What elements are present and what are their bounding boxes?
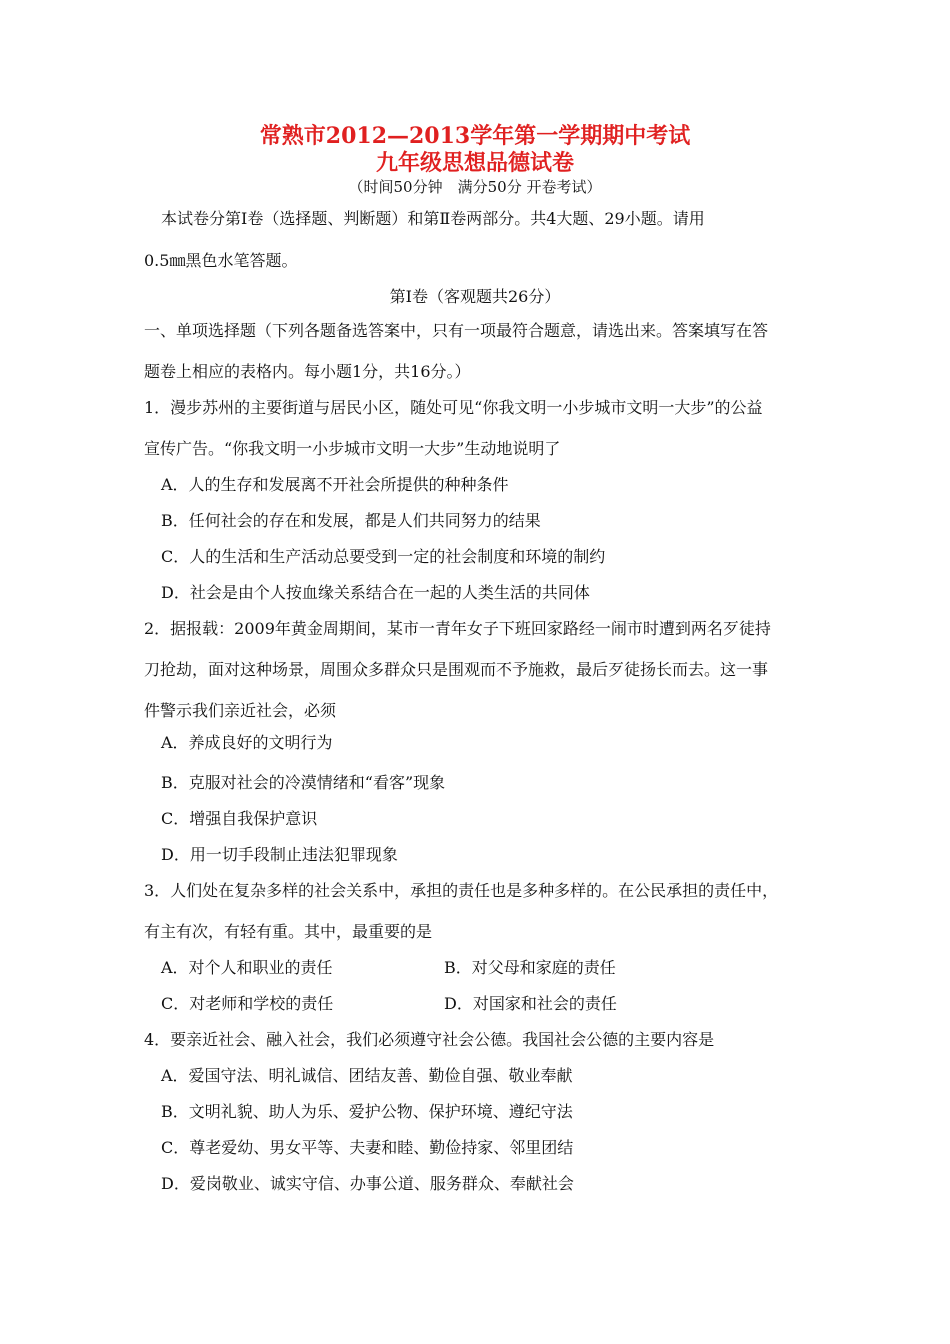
option-b: B．文明礼貌、助人为乐、爱护公物、保护环境、遵纪守法 — [161, 1102, 573, 1121]
question-stem: 有主有次，有轻有重。其中，最重要的是 — [144, 922, 433, 941]
intro-text: 0.5㎜黑色水笔答题。 — [144, 251, 298, 270]
option-c: C．增强自我保护意识 — [161, 809, 318, 828]
question-stem: 1．漫步苏州的主要街道与居民小区，随处可见“你我文明一小步城市文明一大步”的公益 — [144, 398, 763, 417]
intro-text: 本试卷分第Ⅰ卷（选择题、判断题）和第Ⅱ卷两部分。共4大题、29小题。请用 — [161, 209, 705, 228]
option-d: D．爱岗敬业、诚实守信、办事公道、服务群众、奉献社会 — [161, 1174, 574, 1193]
exam-subject-title: 九年级思想品德试卷 — [375, 150, 574, 176]
exam-info: （时间50分钟 满分50分 开卷考试） — [348, 178, 602, 196]
option-d: D．对国家和社会的责任 — [444, 994, 617, 1013]
section-instruction: 一、单项选择题（下列各题备选答案中，只有一项最符合题意，请选出来。答案填写在答 — [144, 321, 769, 340]
option-b: B．任何社会的存在和发展，都是人们共同努力的结果 — [161, 511, 541, 530]
question-stem: 3．人们处在复杂多样的社会关系中，承担的责任也是多种多样的。在公民承担的责任中， — [144, 881, 779, 900]
option-b: B．克服对社会的冷漠情绪和“看客”现象 — [161, 773, 446, 792]
question-stem: 宣传广告。“你我文明一小步城市文明一大步”生动地说明了 — [144, 439, 561, 458]
option-a: A．对个人和职业的责任 — [161, 958, 333, 977]
option-d: D．社会是由个人按血缘关系结合在一起的人类生活的共同体 — [161, 583, 590, 602]
question-stem: 件警示我们亲近社会，必须 — [144, 701, 337, 720]
section-instruction: 题卷上相应的表格内。每小题1分，共16分。） — [144, 362, 471, 381]
option-c: C．尊老爱幼、男女平等、夫妻和睦、勤俭持家、邻里团结 — [161, 1138, 574, 1157]
option-c: C．人的生活和生产活动总要受到一定的社会制度和环境的制约 — [161, 547, 606, 566]
option-a: A．爱国守法、明礼诚信、团结友善、勤俭自强、敬业奉献 — [161, 1066, 573, 1085]
option-d: D．用一切手段制止违法犯罪现象 — [161, 845, 398, 864]
exam-title: 常熟市2012—2013学年第一学期期中考试 — [259, 123, 691, 149]
question-stem: 2．据报载：2009年黄金周期间，某市一青年女子下班回家路经一闹市时遭到两名歹徒持 — [144, 619, 771, 638]
option-c: C．对老师和学校的责任 — [161, 994, 334, 1013]
question-stem: 4．要亲近社会、融入社会，我们必须遵守社会公德。我国社会公德的主要内容是 — [144, 1030, 715, 1049]
option-a: A．人的生存和发展离不开社会所提供的种种条件 — [161, 475, 509, 494]
option-a: A．养成良好的文明行为 — [161, 733, 333, 752]
option-b: B．对父母和家庭的责任 — [444, 958, 616, 977]
question-stem: 刀抢劫，面对这种场景，周围众多群众只是围观而不予施救，最后歹徒扬长而去。这一事 — [144, 660, 769, 679]
part-heading: 第Ⅰ卷（客观题共26分） — [389, 287, 561, 306]
